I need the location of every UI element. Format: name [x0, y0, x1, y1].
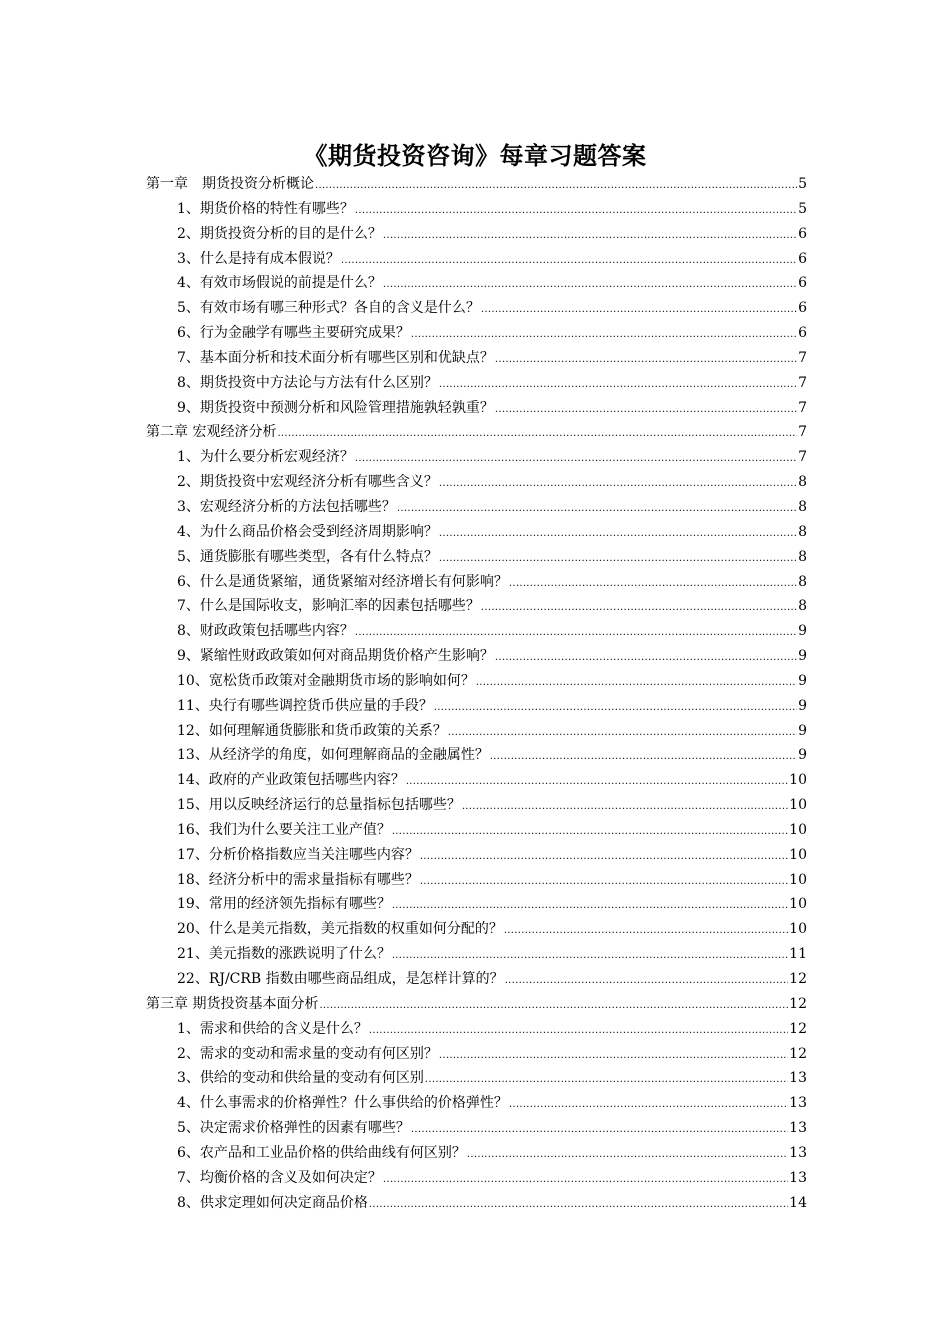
toc-entry-text: 19、常用的经济领先指标有哪些？: [177, 896, 391, 913]
toc-page-number: 8: [798, 598, 807, 615]
toc-question-entry[interactable]: [146, 272, 807, 297]
toc-page-number: 10: [789, 896, 807, 913]
toc-leader-dots: [315, 176, 797, 192]
toc-question-entry[interactable]: [146, 571, 807, 596]
toc-page-number: 9: [798, 672, 807, 689]
toc-leader-dots: [467, 1145, 788, 1161]
toc-question-entry[interactable]: [146, 844, 807, 869]
toc-page-number: 12: [789, 995, 807, 1012]
toc-page-number: 9: [798, 623, 807, 640]
toc-question-entry[interactable]: [146, 720, 807, 745]
toc-entry-text: 第三章 期货投资基本面分析: [146, 995, 319, 1012]
toc-leader-dots: [397, 499, 797, 515]
toc-page-number: 10: [789, 921, 807, 938]
toc-leader-dots: [509, 574, 797, 590]
toc-page-number: 9: [798, 722, 807, 739]
toc-question-entry[interactable]: [146, 869, 807, 894]
toc-leader-dots: [355, 201, 797, 217]
toc-question-entry[interactable]: [146, 471, 807, 496]
toc-entry-text: 3、什么是持有成本假说？: [177, 250, 340, 267]
toc-question-entry[interactable]: [146, 546, 807, 571]
toc-leader-dots: [392, 822, 788, 838]
toc-entry-text: 1、为什么要分析宏观经济？: [177, 449, 354, 466]
toc-leader-dots: [481, 598, 797, 614]
toc-leader-dots: [383, 1170, 788, 1186]
toc-page-number: 8: [798, 548, 807, 565]
toc-question-entry[interactable]: [146, 1167, 807, 1192]
toc-entry-text: 7、均衡价格的含义及如何决定？: [177, 1169, 382, 1186]
toc-entry-text: 7、基本面分析和技术面分析有哪些区别和优缺点？: [177, 349, 494, 366]
toc-entry-text: 17、分析价格指数应当关注哪些内容？: [177, 846, 419, 863]
toc-question-entry[interactable]: [146, 496, 807, 521]
toc-page-number: 6: [798, 300, 807, 317]
toc-page-number: 8: [798, 498, 807, 515]
toc-page-number: 7: [798, 349, 807, 366]
toc-entry-text: 5、决定需求价格弹性的因素有哪些？: [177, 1120, 410, 1137]
toc-entry-text: 第二章 宏观经济分析: [146, 424, 277, 441]
toc-page-number: 10: [789, 821, 807, 838]
toc-question-entry[interactable]: [146, 943, 807, 968]
toc-entry-text: 3、宏观经济分析的方法包括哪些？: [177, 498, 396, 515]
toc-question-entry[interactable]: [146, 893, 807, 918]
toc-entry-text: 第一章 期货投资分析概论: [146, 176, 314, 192]
toc-page-number: 13: [789, 1144, 807, 1161]
toc-entry-text: 6、行为金融学有哪些主要研究成果？: [177, 325, 410, 342]
toc-question-entry[interactable]: [146, 1043, 807, 1068]
toc-page-number: 8: [798, 474, 807, 491]
toc-page-number: 9: [798, 697, 807, 714]
toc-question-entry[interactable]: [146, 794, 807, 819]
toc-page-number: 10: [789, 797, 807, 814]
toc-entry-text: 18、经济分析中的需求量指标有哪些？: [177, 871, 419, 888]
toc-leader-dots: [420, 847, 788, 863]
toc-page-number: 7: [798, 424, 807, 441]
toc-leader-dots: [392, 896, 788, 912]
toc-page-number: 5: [798, 200, 807, 217]
toc-entry-text: 1、需求和供给的含义是什么？: [177, 1020, 368, 1037]
toc-entry-text: 7、什么是国际收支，影响汇率的因素包括哪些？: [177, 598, 480, 615]
toc-entry-text: 3、供给的变动和供给量的变动有何区别: [177, 1070, 424, 1087]
toc-entry-text: 2、需求的变动和需求量的变动有何区别？: [177, 1045, 438, 1062]
toc-page-number: 6: [798, 325, 807, 342]
toc-page-number: 10: [789, 772, 807, 789]
toc-page-number: 13: [789, 1120, 807, 1137]
toc-page-number: 12: [789, 971, 807, 987]
toc-leader-dots: [406, 772, 788, 788]
toc-question-entry[interactable]: [146, 446, 807, 471]
toc-question-entry[interactable]: [146, 1117, 807, 1142]
toc-question-entry[interactable]: [146, 521, 807, 546]
toc-leader-dots: [495, 648, 797, 664]
toc-leader-dots: [277, 424, 797, 440]
toc-page-number: 13: [789, 1169, 807, 1186]
toc-page-number: 14: [789, 1194, 807, 1211]
toc-question-entry[interactable]: [146, 819, 807, 844]
toc-question-entry[interactable]: [146, 322, 807, 347]
toc-entry-text: 22、RJ/CRB 指数由哪些商品组成，是怎样计算的？: [177, 971, 504, 987]
toc-entry-text: 9、紧缩性财政政策如何对商品期货价格产生影响？: [177, 648, 494, 665]
toc-question-entry[interactable]: [146, 397, 807, 422]
toc-question-entry[interactable]: [146, 670, 807, 695]
toc-question-entry[interactable]: [146, 198, 807, 223]
toc-leader-dots: [495, 400, 797, 416]
toc-leader-dots: [355, 449, 797, 465]
toc-entry-text: 8、财政政策包括哪些内容？: [177, 623, 354, 640]
toc-page-number: 12: [789, 1045, 807, 1062]
toc-leader-dots: [439, 549, 797, 565]
toc-leader-dots: [411, 1120, 788, 1136]
toc-question-entry[interactable]: [146, 769, 807, 794]
toc-question-entry[interactable]: [146, 744, 807, 769]
toc-page-number: 8: [798, 523, 807, 540]
toc-leader-dots: [383, 275, 797, 291]
toc-leader-dots: [420, 872, 788, 888]
toc-question-entry[interactable]: [146, 1142, 807, 1167]
toc-leader-dots: [341, 251, 797, 267]
toc-entry-text: 5、通货膨胀有哪些类型，各有什么特点？: [177, 548, 438, 565]
toc-leader-dots: [439, 1046, 788, 1062]
toc-page-number: 6: [798, 225, 807, 242]
toc-page-number: 11: [789, 946, 807, 963]
toc-page-number: 9: [798, 747, 807, 764]
toc-question-entry[interactable]: [146, 968, 807, 993]
toc-entry-text: 2、期货投资分析的目的是什么？: [177, 225, 382, 242]
toc-entry-text: 20、什么是美元指数，美元指数的权重如何分配的？: [177, 921, 503, 938]
toc-leader-dots: [462, 797, 788, 813]
toc-leader-dots: [476, 673, 797, 689]
toc-chapter-entry[interactable]: [146, 173, 807, 198]
toc-entry-text: 6、农产品和工业品价格的供给曲线有何区别？: [177, 1144, 466, 1161]
toc-question-entry[interactable]: [146, 1067, 807, 1092]
toc-entry-text: 13、从经济学的角度，如何理解商品的金融属性？: [177, 747, 489, 764]
toc-entry-text: 15、用以反映经济运行的总量指标包括哪些？: [177, 797, 461, 814]
toc-question-entry[interactable]: [146, 1018, 807, 1043]
toc-leader-dots: [411, 325, 797, 341]
toc-entry-text: 5、有效市场有哪三种形式？各自的含义是什么？: [177, 300, 480, 317]
toc-question-entry[interactable]: [146, 372, 807, 397]
toc-leader-dots: [355, 623, 797, 639]
toc-leader-dots: [319, 996, 788, 1012]
toc-entry-text: 21、美元指数的涨跌说明了什么？: [177, 946, 391, 963]
toc-question-entry[interactable]: [146, 1192, 807, 1217]
toc-entry-text: 11、央行有哪些调控货币供应量的手段？: [177, 697, 433, 714]
toc-chapter-entry[interactable]: [146, 421, 807, 446]
toc-question-entry[interactable]: [146, 1092, 807, 1117]
toc-entry-text: 1、期货价格的特性有哪些？: [177, 200, 354, 217]
toc-leader-dots: [425, 1070, 788, 1086]
toc-page-number: 6: [798, 275, 807, 292]
toc-leader-dots: [490, 747, 797, 763]
toc-chapter-entry[interactable]: [146, 993, 807, 1018]
toc-question-entry[interactable]: [146, 918, 807, 943]
toc-leader-dots: [448, 723, 797, 739]
toc-question-entry[interactable]: [146, 248, 807, 273]
table-of-contents: [146, 173, 807, 1216]
toc-leader-dots: [481, 300, 797, 316]
toc-question-entry[interactable]: [146, 223, 807, 248]
toc-page-number: 8: [798, 573, 807, 590]
toc-leader-dots: [509, 1095, 788, 1111]
toc-page-number: 5: [798, 176, 807, 192]
toc-leader-dots: [495, 350, 797, 366]
toc-entry-text: 14、政府的产业政策包括哪些内容？: [177, 772, 405, 789]
toc-page-number: 10: [789, 846, 807, 863]
toc-page-number: 7: [798, 399, 807, 416]
toc-entry-text: 9、期货投资中预测分析和风险管理措施孰轻孰重？: [177, 399, 494, 416]
toc-leader-dots: [434, 698, 797, 714]
toc-leader-dots: [369, 1195, 788, 1211]
toc-entry-text: 2、期货投资中宏观经济分析有哪些含义？: [177, 474, 438, 491]
document-title: 《期货投资咨询》每章习题答案: [303, 141, 647, 170]
toc-page-number: 13: [789, 1070, 807, 1087]
toc-entry-text: 6、什么是通货紧缩，通货紧缩对经济增长有何影响？: [177, 573, 508, 590]
toc-page-number: 9: [798, 648, 807, 665]
toc-leader-dots: [439, 375, 797, 391]
toc-entry-text: 4、为什么商品价格会受到经济周期影响？: [177, 523, 438, 540]
toc-question-entry[interactable]: [146, 347, 807, 372]
toc-entry-text: 8、供求定理如何决定商品价格: [177, 1194, 368, 1211]
toc-entry-text: 16、我们为什么要关注工业产值？: [177, 821, 391, 838]
toc-entry-text: 4、有效市场假说的前提是什么？: [177, 275, 382, 292]
toc-question-entry[interactable]: [146, 297, 807, 322]
toc-page-number: 7: [798, 374, 807, 391]
toc-leader-dots: [369, 1021, 788, 1037]
toc-leader-dots: [505, 971, 788, 987]
toc-question-entry[interactable]: [146, 620, 807, 645]
toc-page-number: 12: [789, 1020, 807, 1037]
toc-leader-dots: [439, 524, 797, 540]
toc-page-number: 10: [789, 871, 807, 888]
toc-page-number: 13: [789, 1095, 807, 1112]
toc-leader-dots: [383, 226, 797, 242]
toc-leader-dots: [439, 474, 797, 490]
toc-leader-dots: [392, 946, 788, 962]
toc-entry-text: 10、宽松货币政策对金融期货市场的影响如何？: [177, 672, 475, 689]
toc-page-number: 6: [798, 250, 807, 267]
toc-entry-text: 4、什么事需求的价格弹性？什么事供给的价格弹性？: [177, 1095, 508, 1112]
toc-entry-text: 8、期货投资中方法论与方法有什么区别？: [177, 374, 438, 391]
toc-question-entry[interactable]: [146, 645, 807, 670]
toc-question-entry[interactable]: [146, 695, 807, 720]
toc-question-entry[interactable]: [146, 595, 807, 620]
toc-leader-dots: [504, 921, 788, 937]
toc-page-number: 7: [798, 449, 807, 466]
toc-entry-text: 12、如何理解通货膨胀和货币政策的关系？: [177, 722, 447, 739]
